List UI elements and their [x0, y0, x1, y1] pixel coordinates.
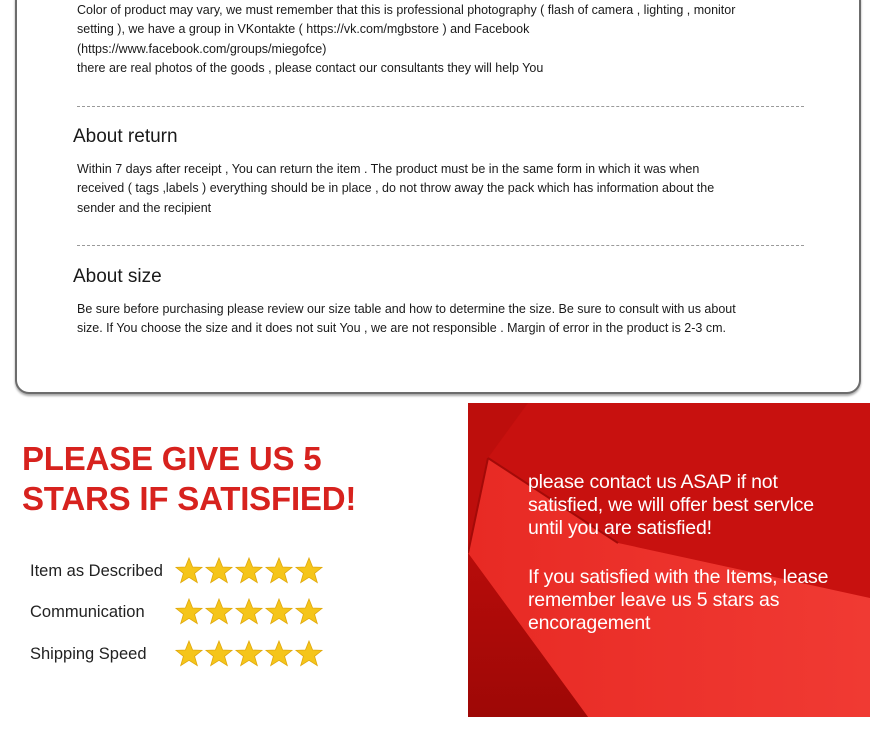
- red-text-encouragement: If you satisfied with the Items, lease remember leave us 5 stars as encoragement: [528, 566, 829, 634]
- rating-row-communication: [30, 597, 175, 627]
- star-icon: [174, 639, 204, 669]
- size-heading: About size: [73, 266, 162, 287]
- star-icon: [264, 556, 294, 586]
- promo-title: PLEASE GIVE US 5 STARS IF SATISFIED!: [22, 440, 357, 517]
- size-text: Be sure before purchasing please review our size table and how to determine the size. Be sure to consult with us about size. If You choose the size and it does not suit You , we are not responsible . Margin of error in the product is 2-3 cm.: [77, 302, 736, 336]
- rating-label: Item as Described: [30, 561, 163, 580]
- star-icon: [204, 639, 234, 669]
- rating-row-shipping-speed: [30, 639, 175, 669]
- star-rating: [174, 556, 324, 586]
- star-icon: [234, 556, 264, 586]
- star-rating: [174, 639, 324, 669]
- star-icon: [294, 597, 324, 627]
- rating-label: Communication: [30, 602, 145, 621]
- star-icon: [294, 556, 324, 586]
- star-icon: [204, 597, 234, 627]
- star-icon: [234, 639, 264, 669]
- divider: [77, 106, 804, 107]
- star-icon: [204, 556, 234, 586]
- rating-row-item-as-described: [30, 556, 175, 586]
- star-icon: [294, 639, 324, 669]
- intro-text: Color of product may vary, we must remember that this is professional photography ( flash of camera , lighting , monitor setting ), we have a group in VKontakte ( https://vk.com/mgbstore ) and Facebook (https://www.facebook.com/groups/miegofce) there are real photos of the goods , please contact our consultants they will help You: [77, 3, 736, 75]
- star-icon: [174, 556, 204, 586]
- star-icon: [234, 597, 264, 627]
- star-icon: [264, 639, 294, 669]
- star-icon: [174, 597, 204, 627]
- return-text: Within 7 days after receipt , You can return the item . The product must be in the same form in which it was when received ( tags ,labels ) everything should be in place , do not throw away the pack which has information about the sender and the recipient: [77, 162, 715, 215]
- star-icon: [264, 597, 294, 627]
- star-rating: [174, 597, 324, 627]
- red-text-contact: please contact us ASAP if not satisfied, we will offer best servlce until you are satisfied!: [528, 471, 814, 539]
- rating-label: Shipping Speed: [30, 644, 147, 663]
- divider: [77, 245, 804, 246]
- red-gift-box-image: [468, 403, 870, 717]
- return-heading: About return: [73, 126, 178, 147]
